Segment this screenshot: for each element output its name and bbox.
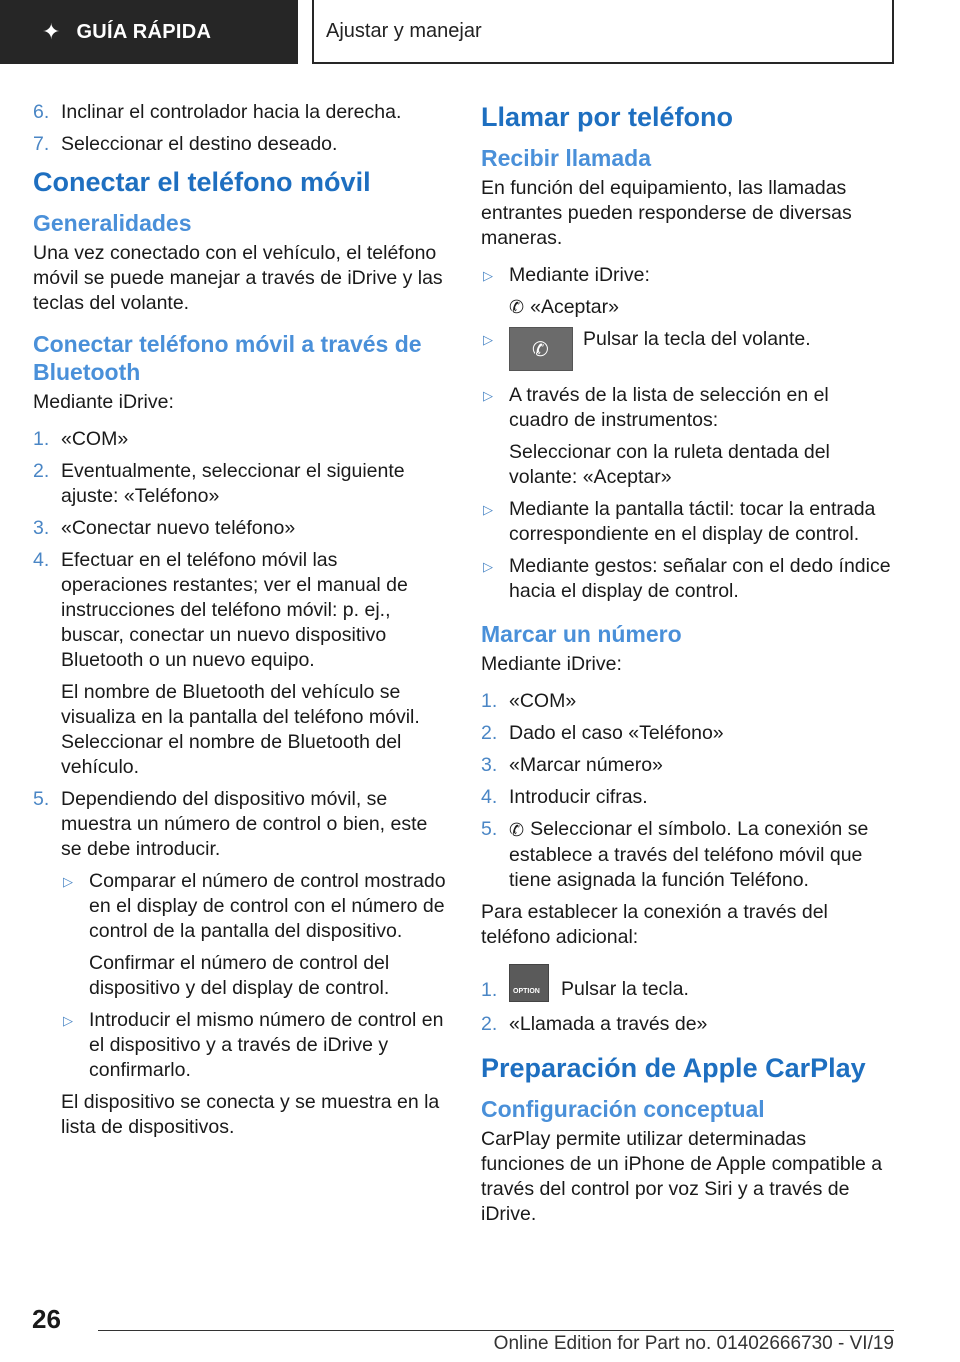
section-title-box	[312, 0, 894, 64]
phone-icon: ✆	[509, 297, 525, 318]
quick-guide-label: GUÍA RÁPIDA	[76, 20, 212, 43]
list-item: 5. ✆ Seleccionar el símbolo. La conexión se establece a través del teléfono móvil que tiene asignada la función Teléfono.	[481, 818, 869, 891]
list-item: 6. Inclinar el controlador hacia la derecha.	[33, 101, 402, 123]
list-item: 1. «COM»	[33, 428, 129, 450]
heading-receive: Recibir llamada	[481, 145, 652, 171]
heading-general: Generalidades	[33, 210, 192, 236]
paragraph: Una vez conectado con el vehículo, el teléfono móvil se puede manejar a través de iDrive y las teclas del volante.	[33, 242, 443, 314]
list-item: 2. Dado el caso «Teléfono»	[481, 722, 724, 745]
triangle-bullet-icon: ▷	[63, 874, 73, 889]
triangle-bullet-icon: ▷	[483, 559, 493, 575]
page-header	[0, 0, 960, 68]
paragraph: En función del equipamiento, las llamadas entrantes pueden responderse de diversas maneras.	[481, 177, 852, 249]
list-item: 5. Dependiendo del dispositivo móvil, se muestra un número de control o bien, este se debe introducir.	[33, 788, 428, 860]
list-item: 3. «Marcar número»	[481, 754, 663, 777]
phone-icon: ✆	[509, 819, 525, 840]
page-footer	[0, 1300, 960, 1362]
triangle-bullet-icon: ▷	[483, 332, 493, 348]
list-item-note: El nombre de Bluetooth del vehículo se visualiza en la pantalla del teléfono móvil. Seleccionar el nombre de Bluetooth del vehículo.	[61, 681, 420, 778]
footer-divider	[98, 1330, 894, 1331]
list-item: 7. Seleccionar el destino deseado.	[33, 133, 338, 155]
heading-call: Llamar por teléfono	[481, 102, 734, 132]
bullet-item: ▷ ✆ Pulsar la tecla del volante.	[481, 327, 893, 371]
heading-bluetooth: Conectar teléfono móvil a través de Bluetooth	[33, 331, 422, 385]
list-item: 2. «Llamada a través de»	[481, 1012, 708, 1035]
bullet-note: ✆ «Aceptar»	[509, 295, 893, 320]
option-button-icon: OPTION	[509, 964, 549, 1002]
nested-bullets	[61, 869, 447, 1083]
list-item: 1. «COM»	[481, 690, 577, 713]
quick-guide-tab[interactable]	[0, 0, 298, 64]
triangle-bullet-icon: ▷	[483, 388, 493, 404]
bullet-item: ▷ Introducir el mismo número de control en el dispositivo y a través de iDrive y confirmarlo.	[63, 1009, 444, 1081]
triangle-bullet-icon: ▷	[63, 1013, 73, 1028]
paragraph: Mediante iDrive:	[33, 391, 174, 413]
list-item: 4. Introducir cifras.	[481, 786, 648, 809]
bullet-item: ▷ A través de la lista de selección en el cuadro de instrumentos:	[483, 384, 829, 432]
section-title: Ajustar y manejar	[326, 19, 482, 42]
bullet-item: ▷ Mediante iDrive:	[483, 264, 650, 286]
edition-text: Online Edition for Part no. 01402666730 - VI/19	[493, 1333, 894, 1354]
list-item: 4. Efectuar en el teléfono móvil las operaciones restantes; ver el manual de instrucciones del teléfono móvil: p. ej., buscar, conectar un nuevo dispositivo Bluetooth o un nuevo equipo.	[33, 549, 408, 671]
bullet-item: ▷ Mediante gestos: señalar con el dedo índice hacia el display de control.	[483, 555, 891, 603]
list-item: 2. Eventualmente, seleccionar el siguiente ajuste: «Teléfono»	[33, 460, 405, 507]
list-item-note: El dispositivo se conecta y se muestra en la lista de dispositivos.	[61, 1091, 440, 1138]
paragraph: Para establecer la conexión a través del teléfono adicional:	[481, 900, 828, 948]
bullet-note: Seleccionar con la ruleta dentada del volante: «Aceptar»	[509, 441, 830, 489]
bullet-item: ▷ Mediante la pantalla táctil: tocar la entrada correspondiente en el display de control.	[483, 498, 876, 546]
heading-dial: Marcar un número	[481, 621, 682, 648]
heading-connect-phone: Conectar el teléfono móvil	[33, 167, 371, 197]
heading-concept: Configuración conceptual	[481, 1095, 765, 1122]
page-number: 26	[32, 1304, 61, 1334]
list-item: 3. «Conectar nuevo teléfono»	[33, 517, 296, 539]
triangle-bullet-icon: ▷	[483, 502, 493, 518]
bullet-note: Confirmar el número de control del dispositivo y del display de control.	[89, 952, 390, 999]
star-icon: ✦	[42, 19, 61, 44]
heading-carplay: Preparación de Apple CarPlay	[481, 1052, 866, 1083]
paragraph: CarPlay permite utilizar determinadas funciones de un iPhone de Apple compatible a través del control por voz Siri y a través de iDrive.	[481, 1127, 883, 1225]
left-column	[33, 100, 447, 1147]
steering-wheel-phone-button-icon: ✆	[509, 327, 573, 371]
paragraph: Mediante iDrive:	[481, 653, 622, 676]
list-item: 1. OPTION Pulsar la tecla.	[481, 964, 893, 1002]
triangle-bullet-icon: ▷	[483, 268, 493, 283]
right-column	[481, 100, 893, 1233]
bullet-item: ▷ Comparar el número de control mostrado en el display de control con el número de control de la pantalla del dispositivo.	[63, 870, 446, 942]
